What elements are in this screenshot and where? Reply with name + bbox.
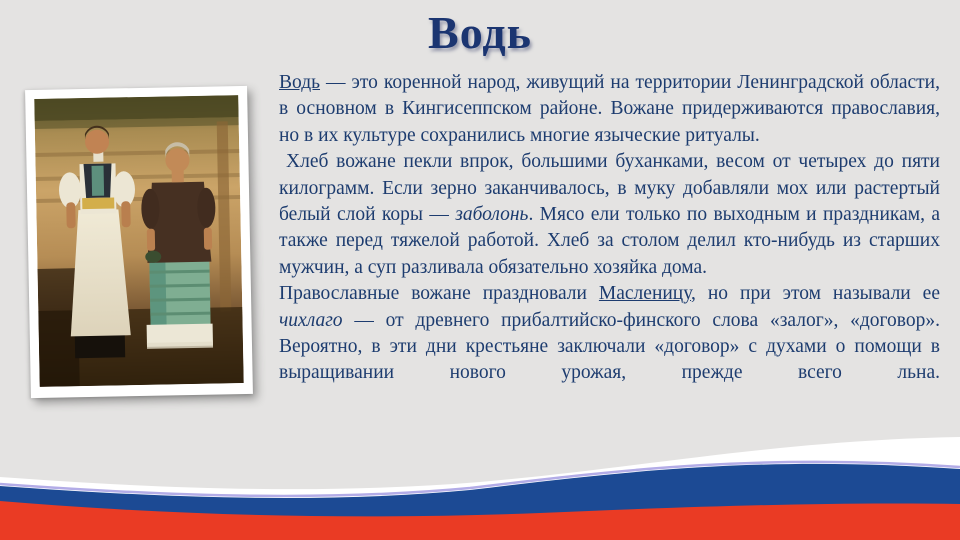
term-vod: Водь	[279, 72, 321, 93]
paragraph-maslenitsa: Православные вожане праздновали Масленицу, но при этом называли ее чихлаго — от древнего прибалтийско-финского слова «залог», «договор». Вероятно, в эти дни крестьяне заключали «договор» с духами о помощи в выращивании нового урожая, прежде всего льна.	[279, 283, 940, 384]
body-text	[279, 70, 940, 387]
page-title: Водь	[428, 7, 532, 58]
ethnic-costume-photo	[34, 95, 243, 387]
term-maslenitsa: Масленицу	[598, 283, 692, 305]
paragraph-origin: Водь — это коренной народ, живущий на территории Ленинградской области, в основном в Кингисеппском районе. Вожане придерживаются православия, но в их культуре сохранились многие языческие ритуалы.	[279, 72, 940, 146]
paragraph-bread: Хлеб вожане пекли впрок, большими буханками, весом от четырех до пяти килограмм. Если зерно заканчивалось, в муку добавляли мох или растертый белый слой коры — заболонь. Мясо ели только по выходным и праздникам, а также перед тяжелой работой. Хлеб за столом делил кто-нибудь из старших мужчин, а суп разливала обязательно хозяйка дома.	[279, 151, 941, 278]
term-zabolon: заболонь	[455, 204, 529, 226]
flag-wave-decoration	[0, 420, 960, 540]
photo-frame	[25, 86, 253, 398]
term-chikhlago: чихлаго	[279, 309, 343, 331]
